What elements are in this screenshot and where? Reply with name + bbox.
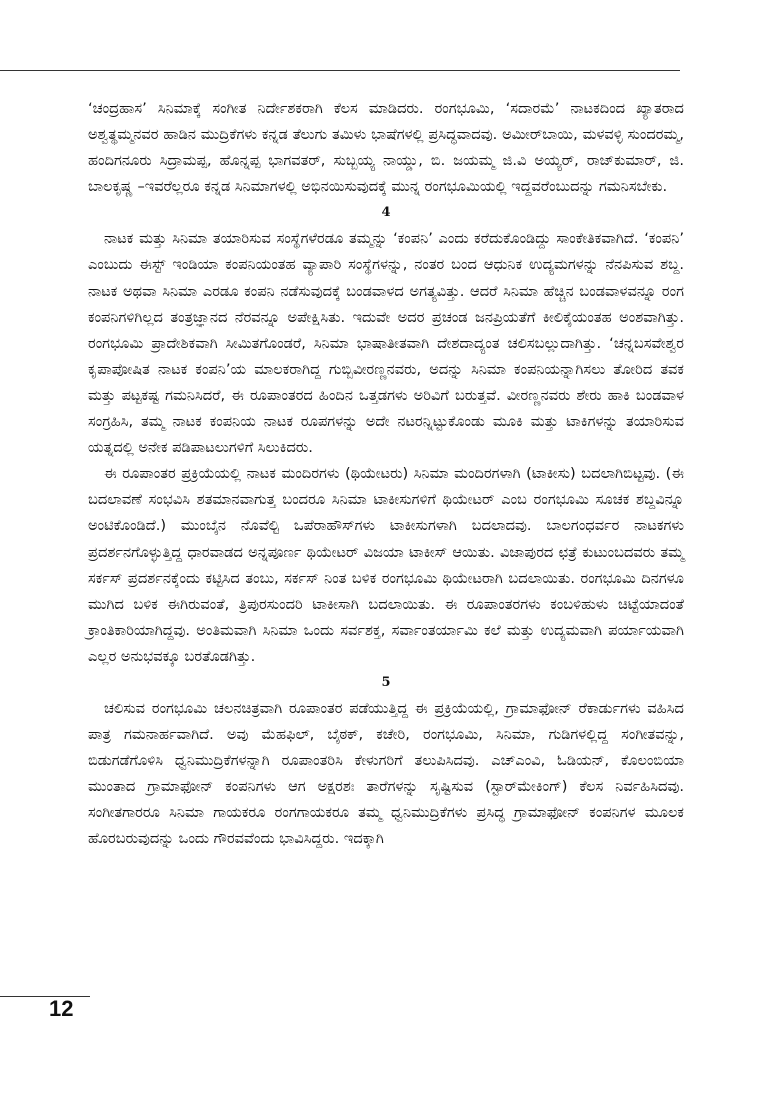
paragraph-gramophone: ಚಲಿಸುವ ರಂಗಭೂಮಿ ಚಲನಚಿತ್ರವಾಗಿ ರೂಪಾಂತರ ಪಡೆಯುತ್ತಿದ್ದ ಈ ಪ್ರಕ್ರಿಯೆಯಲ್ಲಿ, ಗ್ರಾಮಾಫೋನ್ ರೆಕಾರ್ಡುಗಳು ವಹಿಸಿದ ಪಾತ್ರ ಗಮನಾರ್ಹವಾಗಿದೆ. ಅವು ಮೆಹಫಿಲ್, ಬೈಠಕ್, ಕಚೇರಿ, ರಂಗಭೂಮಿ, ಸಿನಿಮಾ, ಗುಡಿಗಳಲ್ಲಿದ್ದ ಸಂಗೀತವನ್ನು, ಬಿಡುಗಡೆಗೊಳಿಸಿ ಧ್ವನಿಮುದ್ರಿಕೆಗಳನ್ನಾಗಿ ರೂಪಾಂತರಿಸಿ ಕೇಳುಗರಿಗೆ ತಲುಪಿಸಿದವು. ಎಚ್ಎಂವಿ, ಓಡಿಯನ್, ಕೊಲಂಬಿಯಾ ಮುಂತಾದ ಗ್ರಾಮಾಫೋನ್ ಕಂಪನಿಗಳು ಆಗ ಅಕ್ಷರಶಃ ತಾರೆಗಳನ್ನು ಸೃಷ್ಟಿಸುವ (ಸ್ಟಾರ್‌ಮೇಕಿಂಗ್) ಕೆಲಸ ನಿರ್ವಹಿಸಿದವು. ಸಂಗೀತಗಾರರೂ ಸಿನಿಮಾ ಗಾಯಕರೂ ರಂಗಗಾಯಕರೂ ತಮ್ಮ ಧ್ವನಿಮುದ್ರಿಕೆಗಳು ಪ್ರಸಿದ್ಧ ಗ್ರಾಮಾಫೋನ್ ಕಂಪನಿಗಳ ಮೂಲಕ ಹೊರಬರುವುದನ್ನು ಒಂದು ಗೌರವವೆಂದು ಭಾವಿಸಿದ್ದರು. ಇದಕ್ಕಾಗಿ	[88, 699, 684, 848]
paragraph-theatres: ಈ ರೂಪಾಂತರ ಪ್ರಕ್ರಿಯೆಯಲ್ಲಿ ನಾಟಕ ಮಂದಿರಗಳು (ಥಿಯೇಟರು) ಸಿನಿಮಾ ಮಂದಿರಗಳಾಗಿ (ಟಾಕೀಸು) ಬದಲಾಗಿಬಿಟ್ಟವು. (ಈ ಬದಲಾವಣೆ ಸಂಭವಿಸಿ ಶತಮಾನವಾಗುತ್ತ ಬಂದರೂ ಸಿನಿಮಾ ಟಾಕೀಸುಗಳಿಗೆ ಥಿಯೇಟರ್ ಎಂಬ ರಂಗಭೂಮಿ ಸೂಚಕ ಶಬ್ದವಿನ್ನೂ ಅಂಟಿಕೊಂಡಿದೆ.) ಮುಂಬೈನ ನೊವೆಲ್ಟಿ ಒಪೆರಾಹೌಸ್‌ಗಳು ಟಾಕೀಸುಗಳಾಗಿ ಬದಲಾದವು. ಬಾಲಗಂಧರ್ವರ ನಾಟಕಗಳು ಪ್ರದರ್ಶನಗೊಳ್ಳುತ್ತಿದ್ದ ಧಾರವಾಡದ ಅನ್ನಪೂರ್ಣ ಥಿಯೇಟರ್ ವಿಜಯಾ ಟಾಕೀಸ್ ಆಯಿತು. ವಿಜಾಪುರದ ಛತ್ರೆ ಕುಟುಂಬದವರು ತಮ್ಮ ಸರ್ಕಸ್ ಪ್ರದರ್ಶನಕ್ಕೆಂದು ಕಟ್ಟಿಸಿದ ತಂಬು, ಸರ್ಕಸ್ ನಿಂತ ಬಳಿಕ ರಂಗಭೂಮಿ ಥಿಯೇಟರಾಗಿ ಬದಲಾಯಿತು. ರಂಗಭೂಮಿ ದಿನಗಳೂ ಮುಗಿದ ಬಳಿಕ ಈಗಿರುವಂತೆ, ತ್ರಿಪುರಸುಂದರಿ ಟಾಕೀಸಾಗಿ ಬದಲಾಯಿತು. ಈ ರೂಪಾಂತರಗಳು ಕಂಬಳಿಹುಳು ಚಿಟ್ಟೆಯಾದಂತೆ ಕ್ರಾಂತಿಕಾರಿಯಾಗಿದ್ದವು. ಅಂತಿಮವಾಗಿ ಸಿನಿಮಾ ಒಂದು ಸರ್ವಶಕ್ತ, ಸರ್ವಾಂತರ್ಯಾಮಿ ಕಲೆ ಮತ್ತು ಉದ್ಯಮವಾಗಿ ಪರ್ಯಾಯವಾಗಿ ಎಲ್ಲರ ಅನುಭವಕ್ಕೂ ಬರತೊಡಗಿತ್ತು.	[88, 465, 684, 665]
page-number: 12	[49, 996, 74, 1021]
paragraph-company: ನಾಟಕ ಮತ್ತು ಸಿನಿಮಾ ತಯಾರಿಸುವ ಸಂಸ್ಥೆಗಳೆರಡೂ ತಮ್ಮನ್ನು ‘ಕಂಪನಿ’ ಎಂದು ಕರೆದುಕೊಂಡಿದ್ದು ಸಾಂಕೇತಿಕವಾಗಿದೆ. ‘ಕಂಪನಿ’ ಎಂಬುದು ಈಸ್ಟ್ ಇಂಡಿಯಾ ಕಂಪನಿಯಂತಹ ವ್ಯಾಪಾರಿ ಸಂಸ್ಥೆಗಳನ್ನು, ನಂತರ ಬಂದ ಆಧುನಿಕ ಉದ್ಯಮಗಳನ್ನು ನೆನಪಿಸುವ ಶಬ್ದ. ನಾಟಕ ಅಥವಾ ಸಿನಿಮಾ ಎರಡೂ ಕಂಪನಿ ನಡೆಸುವುದಕ್ಕೆ ಬಂಡವಾಳದ ಅಗತ್ಯವಿತ್ತು. ಆದರೆ ಸಿನಿಮಾ ಹೆಚ್ಚಿನ ಬಂಡವಾಳವನ್ನೂ ರಂಗ ಕಂಪನಿಗಳಿಗಿಲ್ಲದ ತಂತ್ರಜ್ಞಾನದ ನೆರವನ್ನೂ ಅಪೇಕ್ಷಿಸಿತು. ಇದುವೇ ಅದರ ಪ್ರಚಂಡ ಜನಪ್ರಿಯತೆಗೆ ಕೀಲಿಕೈಯಂತಹ ಅಂಶವಾಗಿತ್ತು. ರಂಗಭೂಮಿ ಪ್ರಾದೇಶಿಕವಾಗಿ ಸೀಮಿತಗೊಂಡರೆ, ಸಿನಿಮಾ ಭಾಷಾತೀತವಾಗಿ ದೇಶದಾದ್ಯಂತ ಚಲಿಸಬಲ್ಲುದಾಗಿತ್ತು. ‘ಚನ್ನಬಸವೇಶ್ವರ ಕೃಪಾಪೋಷಿತ ನಾಟಕ ಕಂಪನಿ’ಯ ಮಾಲಕರಾಗಿದ್ದ ಗುಬ್ಬಿವೀರಣ್ಣನವರು, ಅದನ್ನು ಸಿನಿಮಾ ಕಂಪನಿಯನ್ನಾಗಿಸಲು ತೋರಿದ ತವಕ ಮತ್ತು ಪಟ್ಟಕಷ್ಟ ಗಮನಿಸಿದರೆ, ಈ ರೂಪಾಂತರದ ಹಿಂದಿನ ಒತ್ತಡಗಳು ಅರಿವಿಗೆ ಬರುತ್ತವೆ. ವೀರಣ್ಣನವರು ಶೇರು ಹಾಕಿ ಬಂಡವಾಳ ಸಂಗ್ರಹಿಸಿ, ತಮ್ಮ ನಾಟಕ ಕಂಪನಿಯ ನಾಟಕ ರೂಪಗಳನ್ನು ಅದೇ ನಟರನ್ನಿಟ್ಟುಕೊಂಡು ಮೂಕಿ ಮತ್ತು ಟಾಕಿಗಳನ್ನು ತಯಾರಿಸುವ ಯತ್ನದಲ್ಲಿ ಅನೇಕ ಪಡಿಪಾಟಲುಗಳಿಗೆ ಸಿಲುಕಿದರು.	[88, 230, 684, 457]
paragraph-intro: ‘ಚಂದ್ರಹಾಸ’ ಸಿನಿಮಾಕ್ಕೆ ಸಂಗೀತ ನಿರ್ದೇಶಕರಾಗಿ ಕೆಲಸ ಮಾಡಿದರು. ರಂಗಭೂಮಿ, ‘ಸದಾರಮೆ’ ನಾಟಕದಿಂದ ಖ್ಯಾತರಾದ ಅಶ್ವತ್ಥಮ್ಮನವರ ಹಾಡಿನ ಮುದ್ರಿಕೆಗಳು ಕನ್ನಡ ತೆಲುಗು ತಮಿಳು ಭಾಷೆಗಳಲ್ಲಿ ಪ್ರಸಿದ್ಧವಾದವು. ಅಮೀರ್‌ಬಾಯಿ, ಮಳವಳ್ಳಿ ಸುಂದರಮ್ಮ, ಹಂದಿಗನೂರು ಸಿದ್ರಾಮಪ್ಪ, ಹೊನ್ನಪ್ಪ ಭಾಗವತರ್, ಸುಬ್ಬಯ್ಯ ನಾಯ್ಡು, ಬಿ. ಜಯಮ್ಮ ಜಿ.ವಿ ಅಯ್ಯರ್, ರಾಜ್‌ಕುಮಾರ್, ಜಿ. ಬಾಲಕೃಷ್ಣ –ಇವರೆಲ್ಲರೂ ಕನ್ನಡ ಸಿನಿಮಾಗಳಲ್ಲಿ ಅಭಿನಯಿಸುವುದಕ್ಕೆ ಮುನ್ನ ರಂಗಭೂಮಿಯಲ್ಲಿ ಇದ್ದವರೆಂಬುದನ್ನು ಗಮನಿಸಬೇಕು.	[88, 100, 684, 196]
section-number-5: 5	[381, 674, 391, 690]
page-body	[88, 96, 684, 853]
page-number-rule	[0, 996, 90, 997]
section-number-4: 4	[381, 205, 391, 221]
top-rule	[0, 70, 680, 71]
